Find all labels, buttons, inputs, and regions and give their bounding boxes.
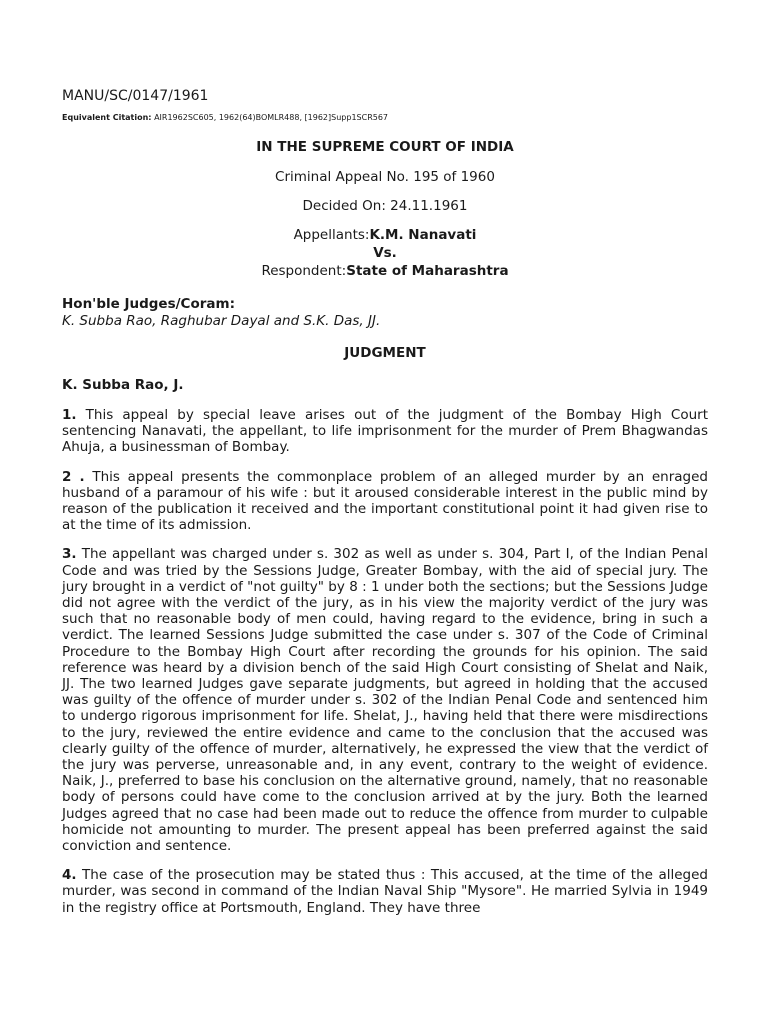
paragraph: [62, 546, 708, 854]
paragraph-number: 3.: [62, 546, 77, 563]
paragraph-text: This appeal by special leave arises out of the judgment of the Bombay High Court sentencing Nanavati, the appellant, to life imprisonment for the murder of Prem Bhagwandas Ahuja, a businessman of Bombay.: [62, 407, 708, 456]
appellants-name: K.M. Nanavati: [369, 227, 477, 243]
parties-block: [62, 226, 708, 280]
equivalent-citation-value: AIR1962SC605, 1962(64)BOMLR488, [1962]Supp1SCR567: [154, 113, 389, 122]
paragraph-number: 1.: [62, 407, 77, 423]
paragraph-number: 4.: [62, 867, 77, 884]
paragraph-text: The case of the prosecution may be stated thus : This accused, at the time of the alleged murder, was second in command of the Indian Naval Ship "Mysore". He married Sylvia in 1949 in the registry office at Portsmouth, England. They have three: [62, 867, 708, 916]
judgment-author: K. Subba Rao, J.: [62, 377, 184, 393]
equivalent-citation-label: Equivalent Citation:: [62, 113, 152, 122]
judgment-heading: JUDGMENT: [344, 345, 426, 361]
paragraph: [62, 407, 708, 456]
respondent-name: State of Maharashtra: [346, 263, 509, 279]
paragraph: [62, 867, 708, 916]
coram-names: K. Subba Rao, Raghubar Dayal and S.K. Das, JJ.: [62, 313, 381, 329]
paragraph-text: The appellant was charged under s. 302 as well as under s. 304, Part I, of the Indian Penal Code and was tried by the Sessions Judge, Greater Bombay, with the aid of special jury. The jury brought in a verdict of "not guilty" by 8 : 1 under both the sections; but the Sessions Judge did not agree with the verdict of the jury, as in his view the majority verdict of the jury was such that no reasonable body of men could, having regard to the evidence, bring in such a verdict. The learned Sessions Judge submitted the case under s. 307 of the Code of Criminal Procedure to the Bombay High Court after recording the grounds for his opinion. The said reference was heard by a division bench of the said High Court consisting of Shelat and Naik, JJ. The two learned Judges gave separate judgments, but agreed in holding that the accused was guilty of the offence of murder under s. 302 of the Indian Penal Code and sentenced him to undergo rigorous imprisonment for life. Shelat, J., having held that there were misdirections to the jury, reviewed the entire evidence and came to the conclusion that the accused was clearly guilty of the offence of murder, alternatively, he expressed the view that the verdict of the jury was perverse, unreasonable and, in any event, contrary to the weight of evidence. Naik, J., preferred to base his conclusion on the alternative ground, namely, that no reasonable body of persons could have come to the conclusion arrived at by the jury. Both the learned Judges agreed that no case had been made out to reduce the offence from murder to culpable homicide not amounting to murder. The present appeal has been preferred against the said conviction and sentence.: [62, 546, 708, 855]
judgment-document: [62, 86, 708, 916]
appellants-line: [62, 226, 708, 244]
paragraph: [62, 469, 708, 534]
manu-citation: MANU/SC/0147/1961: [62, 88, 209, 104]
decided-date: Decided On: 24.11.1961: [302, 198, 468, 214]
case-number: Criminal Appeal No. 195 of 1960: [275, 169, 495, 185]
equivalent-citation: [62, 112, 708, 124]
paragraph-number: 2 .: [62, 468, 85, 485]
respondent-line: [62, 262, 708, 280]
respondent-label: Respondent:: [261, 263, 347, 279]
coram-heading: Hon'ble Judges/Coram:: [62, 296, 235, 312]
appellants-label: Appellants:: [293, 227, 370, 243]
paragraph-text: This appeal presents the commonplace problem of an alleged murder by an enraged husband of a paramour of his wife : but it aroused considerable interest in the public mind by reason of the publication it received and the important constitutional point it had given rise to at the time of its admission.: [62, 468, 708, 534]
court-name: IN THE SUPREME COURT OF INDIA: [256, 139, 514, 155]
versus: Vs.: [373, 245, 397, 261]
